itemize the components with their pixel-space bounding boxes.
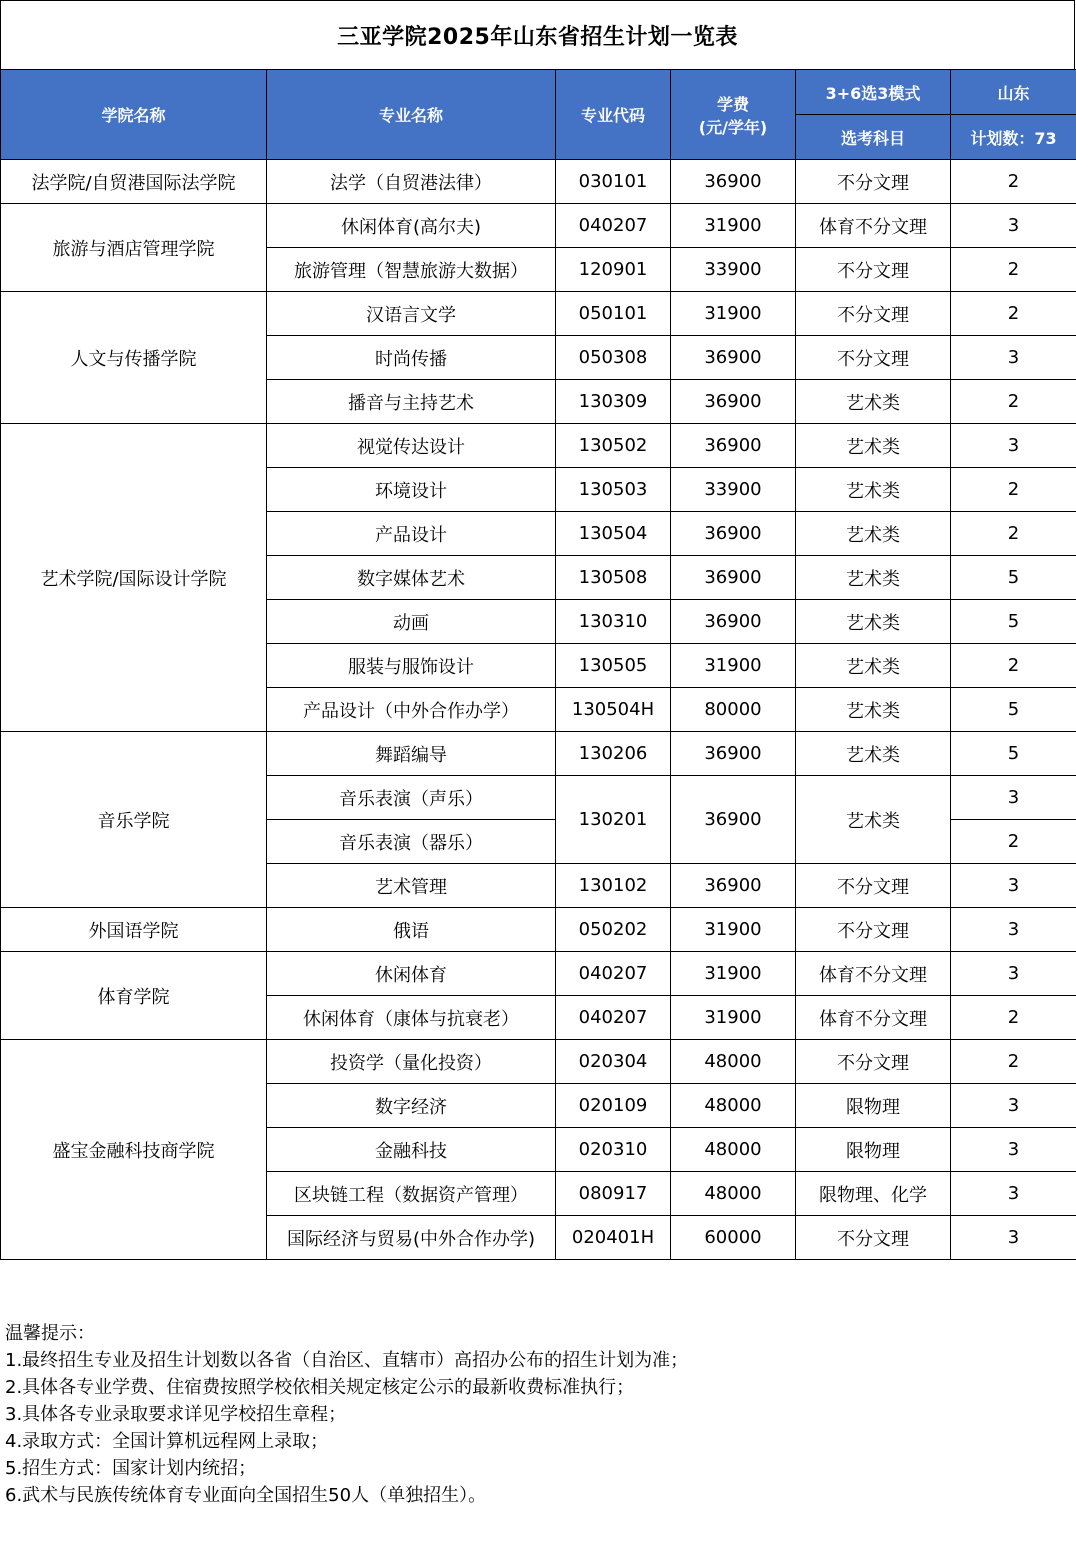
subject-cell: 艺术类 (796, 776, 951, 864)
code-cell: 080917 (556, 1172, 671, 1216)
plan-cell: 2 (951, 468, 1076, 512)
header-fee-line2: (元/学年) (698, 117, 768, 137)
major-cell: 产品设计（中外合作办学） (267, 688, 556, 732)
subject-cell: 限物理 (796, 1128, 951, 1172)
college-cell: 法学院/自贸港国际法学院 (1, 160, 267, 204)
fee-cell: 48000 (671, 1084, 796, 1128)
major-cell: 国际经济与贸易(中外合作办学) (267, 1216, 556, 1260)
major-cell: 舞蹈编导 (267, 732, 556, 776)
subject-cell: 限物理 (796, 1084, 951, 1128)
code-cell: 130508 (556, 556, 671, 600)
code-cell: 020109 (556, 1084, 671, 1128)
plan-cell: 3 (951, 1128, 1076, 1172)
subject-cell: 不分文理 (796, 248, 951, 292)
code-cell: 130310 (556, 600, 671, 644)
subject-cell: 艺术类 (796, 732, 951, 776)
plan-cell: 3 (951, 1216, 1076, 1260)
fee-cell: 31900 (671, 204, 796, 248)
major-cell: 音乐表演（声乐） (267, 776, 556, 820)
note-item: 1.最终招生专业及招生计划数以各省（自治区、直辖市）高招办公布的招生计划为准； (5, 1350, 689, 1371)
code-cell: 050101 (556, 292, 671, 336)
note-item: 3.具体各专业录取要求详见学校招生章程； (5, 1404, 347, 1425)
note-item: 4.录取方式：全国计算机远程网上录取； (5, 1431, 329, 1452)
plan-cell: 2 (951, 248, 1076, 292)
subject-cell: 不分文理 (796, 336, 951, 380)
fee-cell: 36900 (671, 336, 796, 380)
plan-cell: 3 (951, 336, 1076, 380)
header-college: 学院名称 (1, 70, 267, 160)
major-cell: 俄语 (267, 908, 556, 952)
major-cell: 区块链工程（数据资产管理） (267, 1172, 556, 1216)
subject-cell: 不分文理 (796, 908, 951, 952)
title-bar (0, 0, 1075, 69)
major-cell: 时尚传播 (267, 336, 556, 380)
plan-cell: 3 (951, 424, 1076, 468)
note-item: 6.武术与民族传统体育专业面向全国招生50人（单独招生）。 (5, 1485, 487, 1506)
header-province: 山东 (951, 70, 1076, 115)
code-cell: 120901 (556, 248, 671, 292)
code-cell: 020401H (556, 1216, 671, 1260)
major-cell: 艺术管理 (267, 864, 556, 908)
notes-section (5, 1320, 688, 1509)
code-cell: 050308 (556, 336, 671, 380)
plan-cell: 2 (951, 512, 1076, 556)
subject-cell: 限物理、化学 (796, 1172, 951, 1216)
fee-cell: 80000 (671, 688, 796, 732)
table-row (1, 292, 1076, 336)
fee-cell: 36900 (671, 600, 796, 644)
plan-cell: 5 (951, 688, 1076, 732)
code-cell: 130502 (556, 424, 671, 468)
plan-cell: 2 (951, 292, 1076, 336)
college-cell: 外国语学院 (1, 908, 267, 952)
major-cell: 汉语言文学 (267, 292, 556, 336)
table-row (1, 204, 1076, 248)
note-item: 5.招生方式：国家计划内统招； (5, 1458, 257, 1479)
header-major: 专业名称 (267, 70, 556, 160)
college-cell: 音乐学院 (1, 732, 267, 908)
code-cell: 130503 (556, 468, 671, 512)
code-cell: 040207 (556, 204, 671, 248)
subject-cell: 艺术类 (796, 644, 951, 688)
plan-cell: 3 (951, 952, 1076, 996)
code-cell: 130309 (556, 380, 671, 424)
fee-cell: 36900 (671, 380, 796, 424)
code-cell: 130206 (556, 732, 671, 776)
college-cell: 体育学院 (1, 952, 267, 1040)
major-cell: 数字经济 (267, 1084, 556, 1128)
code-cell: 020310 (556, 1128, 671, 1172)
plan-cell: 3 (951, 776, 1076, 820)
major-cell: 法学（自贸港法律） (267, 160, 556, 204)
fee-cell: 36900 (671, 424, 796, 468)
subject-cell: 艺术类 (796, 380, 951, 424)
major-cell: 音乐表演（器乐） (267, 820, 556, 864)
table-row (1, 160, 1076, 204)
major-cell: 环境设计 (267, 468, 556, 512)
subject-cell: 艺术类 (796, 600, 951, 644)
major-cell: 休闲体育（康体与抗衰老） (267, 996, 556, 1040)
major-cell: 动画 (267, 600, 556, 644)
header-code: 专业代码 (556, 70, 671, 160)
subject-cell: 艺术类 (796, 468, 951, 512)
major-cell: 视觉传达设计 (267, 424, 556, 468)
major-cell: 投资学（量化投资） (267, 1040, 556, 1084)
fee-cell: 48000 (671, 1128, 796, 1172)
fee-cell: 36900 (671, 160, 796, 204)
fee-cell: 36900 (671, 512, 796, 556)
table-row (1, 908, 1076, 952)
subject-cell: 体育不分文理 (796, 996, 951, 1040)
college-cell: 艺术学院/国际设计学院 (1, 424, 267, 732)
major-cell: 产品设计 (267, 512, 556, 556)
header-fee-line1: 学费 (716, 94, 749, 114)
header-plan-total: 计划数：73 (951, 115, 1076, 160)
plan-cell: 5 (951, 600, 1076, 644)
fee-cell: 48000 (671, 1040, 796, 1084)
code-cell: 020304 (556, 1040, 671, 1084)
table-row (1, 424, 1076, 468)
plan-cell: 3 (951, 908, 1076, 952)
major-cell: 数字媒体艺术 (267, 556, 556, 600)
major-cell: 休闲体育 (267, 952, 556, 996)
code-cell: 130504H (556, 688, 671, 732)
plan-cell: 3 (951, 1172, 1076, 1216)
notes-heading: 温馨提示： (5, 1323, 95, 1344)
plan-cell: 2 (951, 644, 1076, 688)
major-cell: 服装与服饰设计 (267, 644, 556, 688)
plan-cell: 5 (951, 556, 1076, 600)
college-cell: 人文与传播学院 (1, 292, 267, 424)
fee-cell: 31900 (671, 644, 796, 688)
code-cell: 130102 (556, 864, 671, 908)
college-cell: 盛宝金融科技商学院 (1, 1040, 267, 1260)
plan-cell: 2 (951, 380, 1076, 424)
major-cell: 金融科技 (267, 1128, 556, 1172)
code-cell: 050202 (556, 908, 671, 952)
plan-cell: 3 (951, 204, 1076, 248)
fee-cell: 33900 (671, 248, 796, 292)
subject-cell: 不分文理 (796, 292, 951, 336)
subject-cell: 艺术类 (796, 424, 951, 468)
plan-cell: 2 (951, 1040, 1076, 1084)
plan-cell: 2 (951, 160, 1076, 204)
code-cell: 130505 (556, 644, 671, 688)
fee-cell: 33900 (671, 468, 796, 512)
major-cell: 旅游管理（智慧旅游大数据） (267, 248, 556, 292)
subject-cell: 不分文理 (796, 160, 951, 204)
plan-cell: 5 (951, 732, 1076, 776)
code-cell: 040207 (556, 952, 671, 996)
plan-cell: 2 (951, 820, 1076, 864)
plan-cell: 3 (951, 864, 1076, 908)
table-row (1, 1040, 1076, 1084)
college-cell: 旅游与酒店管理学院 (1, 204, 267, 292)
fee-cell: 36900 (671, 776, 796, 864)
fee-cell: 36900 (671, 864, 796, 908)
note-item: 2.具体各专业学费、住宿费按照学校依相关规定核定公示的最新收费标准执行； (5, 1377, 635, 1398)
subject-cell: 体育不分文理 (796, 952, 951, 996)
plan-cell: 3 (951, 1084, 1076, 1128)
fee-cell: 36900 (671, 556, 796, 600)
header-fee (671, 70, 796, 160)
subject-cell: 艺术类 (796, 688, 951, 732)
fee-cell: 31900 (671, 996, 796, 1040)
plan-cell: 2 (951, 996, 1076, 1040)
subject-cell: 不分文理 (796, 1040, 951, 1084)
table-row (1, 952, 1076, 996)
subject-cell: 艺术类 (796, 556, 951, 600)
code-cell: 130504 (556, 512, 671, 556)
major-cell: 休闲体育(高尔夫) (267, 204, 556, 248)
enrollment-plan-table (0, 69, 1076, 1260)
fee-cell: 60000 (671, 1216, 796, 1260)
page-title: 三亚学院2025年山东省招生计划一览表 (337, 24, 738, 50)
code-cell: 130201 (556, 776, 671, 864)
subject-cell: 不分文理 (796, 864, 951, 908)
fee-cell: 31900 (671, 952, 796, 996)
table-row (1, 732, 1076, 776)
header-subject: 选考科目 (796, 115, 951, 160)
major-cell: 播音与主持艺术 (267, 380, 556, 424)
code-cell: 040207 (556, 996, 671, 1040)
fee-cell: 48000 (671, 1172, 796, 1216)
code-cell: 030101 (556, 160, 671, 204)
subject-cell: 艺术类 (796, 512, 951, 556)
subject-cell: 不分文理 (796, 1216, 951, 1260)
subject-cell: 体育不分文理 (796, 204, 951, 248)
fee-cell: 31900 (671, 292, 796, 336)
header-mode: 3+6选3模式 (796, 70, 951, 115)
fee-cell: 36900 (671, 732, 796, 776)
fee-cell: 31900 (671, 908, 796, 952)
